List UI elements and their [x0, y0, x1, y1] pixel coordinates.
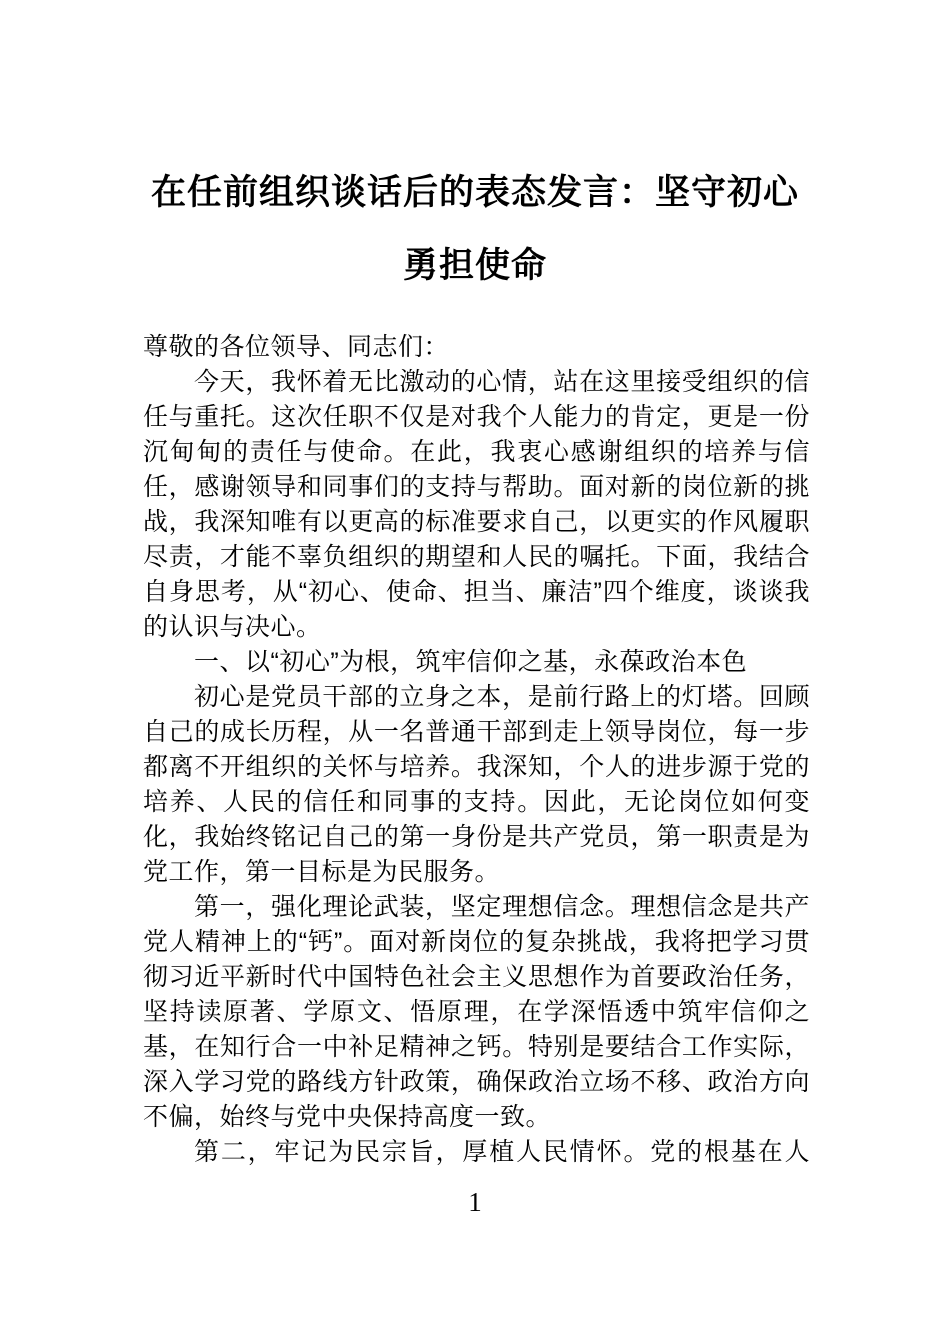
paragraph-point-1: 第一，强化理论武装，坚定理想信念。理想信念是共产党人精神上的“钙”。面对新岗位的复杂挑战，我将把学习贯彻习近平新时代中国特色社会主义思想作为首要政治任务，坚持读原著、学原文、悟原理，在学深悟透中筑牢信仰之基，在知行合一中补足精神之钙。特别是要结合工作实际，深入学习党的路线方针政策，确保政治立场不移、政治方向不偏，始终与党中央保持高度一致。 — [143, 893, 810, 1131]
paragraph-opening: 今天，我怀着无比激动的心情，站在这里接受组织的信任与重托。这次任职不仅是对我个人能力的肯定，更是一份沉甸甸的责任与使命。在此，我衷心感谢组织的培养与信任，感谢领导和同事们的支持与帮助。面对新的岗位新的挑战，我深知唯有以更高的标准要求自己，以更实的作风履职尽责，才能不辜负组织的期望和人民的嘱托。下面，我结合自身思考，从“初心、使命、担当、廉洁”四个维度，谈谈我的认识与决心。 — [143, 368, 810, 641]
title-line-2: 勇担使命 — [402, 246, 547, 285]
document-title — [0, 0, 950, 302]
paragraph-section-1-intro: 初心是党员干部的立身之本，是前行路上的灯塔。回顾自己的成长历程，从一名普通干部到走上领导岗位，每一步都离不开组织的关怀与培养。我深知，个人的进步源于党的培养、人民的信任和同事的支持。因此，无论岗位如何变化，我始终铭记自己的第一身份是共产党员，第一职责是为党工作，第一目标是为民服务。 — [143, 683, 810, 886]
section-heading-1: 一、以“初心”为根，筑牢信仰之基，永葆政治本色 — [194, 648, 748, 676]
salutation-line: 尊敬的各位领导、同志们： — [143, 333, 450, 361]
document-body — [143, 330, 810, 1170]
page-number: 1 — [468, 1187, 482, 1217]
paragraph-point-2-truncated: 第二，牢记为民宗旨，厚植人民情怀。党的根基在人 — [194, 1138, 810, 1166]
title-line-1: 在任前组织谈话后的表态发言：坚守初心 — [150, 173, 799, 212]
